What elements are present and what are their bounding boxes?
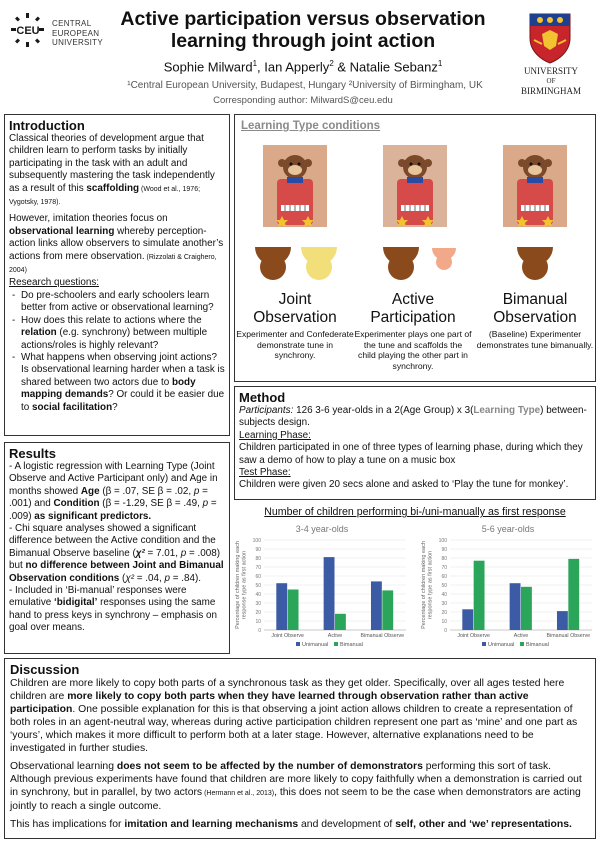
results-paragraph-1: - A logistic regression with Learning Type (Joint Observe and Active Participant only) and Age in months showed Age (β = .07, SE β = .02, p = .001) and Condition (β = -1.29, SE β = .49, p = .009) as significant predictors. [9,461,218,522]
method-heading: Method [239,390,286,405]
y-tick-label: 70 [255,564,261,571]
uob-crest-icon [528,12,572,64]
monkey-music-box-icon [383,145,447,227]
condition-description: Experimenter and Confederate demonstrate tune in synchrony. [236,329,354,360]
x-category-label: Bimanual Observe [546,633,591,639]
x-category-label: Joint Observe [457,633,491,639]
bar-bimanual-1 [335,614,346,630]
research-question-3: - What happens when observing joint actions? Is observational learning harder when a task is shared between two actors due to body mapping demands? Or could it be easier due to social facilitation? [9,352,225,414]
ceu-logo-mark-icon [8,10,48,50]
condition-bimanual-observation [476,291,594,350]
learning-phase-label: Learning Phase: [239,429,311,441]
y-tick-label: 20 [255,609,261,616]
experimenter-head-icon [515,245,555,281]
contact-email: Corresponding author: MilwardS@ceu.edu [213,95,393,106]
bar-bimanual-0 [474,561,485,630]
x-category-label: Bimanual Observe [360,633,405,639]
legend-label-bimanual: Bimanual [526,642,549,648]
introduction-section [4,114,230,436]
charts-heading: Number of children performing bi-/uni-manually as first response [264,506,566,518]
method-section [234,386,596,500]
bar-unimanual-0 [276,583,287,630]
y-tick-label: 90 [255,546,261,553]
y-tick-label: 60 [441,573,447,580]
y-tick-label: 0 [444,627,447,634]
discussion-paragraph-3: This has implications for imitation and learning mechanisms and development of self, other and ‘we’ representations. [10,819,572,830]
bar-unimanual-1 [324,557,335,630]
poster-title: Active participation versus observation learning through joint action [120,8,486,52]
y-axis-label-line: response type as first action [241,550,248,620]
experimenter-head-icon [381,245,421,281]
legend-swatch-bimanual [334,642,338,646]
y-tick-label: 20 [441,609,447,616]
results-section [4,442,230,654]
discussion-heading: Discussion [10,662,80,677]
research-questions-label: Research questions: [9,277,100,289]
bar-chart-young [234,536,410,654]
bar-unimanual-0 [462,609,473,630]
y-tick-label: 80 [441,555,447,562]
legend-swatch-bimanual [520,642,524,646]
condition-description: (Baseline) Experimenter demonstrates tune bimanually. [476,329,594,350]
research-question-1: - Do pre-schoolers and early schoolers learn better from active or observational learning? [9,290,225,315]
y-axis-label-line: response type as first action [427,550,434,620]
results-heading: Results [9,446,56,461]
experimenter-head-icon [253,245,293,281]
confederate-head-icon [299,245,339,281]
monkey-music-box-icon [263,145,327,227]
discussion-paragraph-2: Observational learning does not seem to be affected by the number of demonstrators performing this sort of task. Although previous experiments have found that children are more likely to copy faithfully when a demonstration is carried out in synchrony, but in parallel, by two actors (Hermann et al., 2013), this does not seem to be the case when demonstrators are acting jointly to reach a single outcome. [10,761,582,812]
test-phase-label: Test Phase: [239,467,291,479]
condition-name: Joint Observation [253,291,337,326]
condition-active-participation [354,291,472,371]
bar-bimanual-0 [288,590,299,631]
bar-unimanual-2 [557,611,568,630]
bar-chart-old [420,536,596,654]
chart-title-old: 5-6 year-olds [481,524,535,534]
ceu-logo [8,10,118,54]
y-tick-label: 10 [255,618,261,625]
condition-description: Experimenter plays one part of the tune and scaffolds the child playing the other part in synchrony. [354,329,472,371]
bar-unimanual-1 [510,583,521,630]
introduction-heading: Introduction [9,118,85,133]
legend-label-unimanual: Unimanual [488,642,515,648]
affiliations: ¹Central European University, Budapest, Hungary ²University of Birmingham, UK [127,80,483,91]
results-paragraph-2: - Chi square analyses showed a significant difference between the Active condition and the Bimanual Observe baseline (χ² = 7.01, p = .008) but no difference between Joint and Bimanual Observation conditions (χ² = .04, p = .84). [9,523,224,584]
x-category-label: Active [513,633,529,639]
discussion-paragraph-1: Children are more likely to copy both parts of a synchronous task as they get older. Specifically, over all ages tested here children are more likely to copy both parts when they have learned through observation rather than active participation. One possible explanation for this is that observing a joint action allows children to create a representation of both roles in an agent-neutral way, whereas during active participation children represent one part as ‘mine’ and one part as ‘yours’, which makes it more difficult to perform both at a later stage. However, alternative explanations need to be investigated in further studies. [10,678,578,754]
y-axis-label [421,541,434,629]
charts-area [234,504,596,654]
y-tick-label: 10 [441,618,447,625]
ceu-name: CENTRAL EUROPEAN UNIVERSITY [52,19,104,47]
bar-bimanual-1 [521,587,532,630]
y-tick-label: 40 [255,591,261,598]
test-phase-text: Children were given 20 secs alone and asked to ‘Play the tune for monkey’. [239,479,569,491]
participants-text: Participants: 126 3-6 year-olds in a 2(Age Group) x 3(Learning Type) between-subjects design. [239,405,587,429]
ceu-short: CEU [16,25,40,37]
y-tick-label: 30 [441,600,447,607]
y-tick-label: 50 [255,582,261,589]
learning-phase-text: Children participated in one of three types of learning phase, during which they saw a demo of how to play a tune on a music box [239,442,583,466]
condition-joint-observation [236,291,354,361]
y-tick-label: 70 [441,564,447,571]
intro-paragraph-2: However, imitation theories focus on observational learning whereby perception-action links allow observers to simulate another’s actions from mere observation. (Rizzolati & Craighero, 2004) [9,213,224,275]
y-tick-label: 100 [438,537,447,544]
legend-label-unimanual: Unimanual [302,642,329,648]
y-axis-label-line: Percentage of children making each [235,541,241,629]
joint-observation-illustration [263,145,327,232]
bar-bimanual-2 [382,590,393,630]
y-tick-label: 60 [255,573,261,580]
y-tick-label: 30 [255,600,261,607]
intro-paragraph-1: Classical theories of development argue that children learn to perform tasks by initially participating in the task with an adult and subsequently mastering the task independently as a result of this scaffolding (Wood et al., 1976; Vygotsky, 1978). [9,133,215,207]
y-tick-label: 80 [255,555,261,562]
y-tick-label: 100 [252,537,261,544]
condition-name: Active Participation [370,291,456,326]
x-category-label: Joint Observe [271,633,305,639]
legend-swatch-unimanual [482,642,486,646]
discussion-section [4,658,596,839]
y-axis-label [235,541,248,629]
chart-title-young: 3-4 year-olds [295,524,349,534]
condition-name: Bimanual Observation [493,291,577,326]
legend-swatch-unimanual [296,642,300,646]
x-category-label: Active [327,633,343,639]
research-question-2: - How does this relate to actions where the relation (e.g. synchrony) between multiple actions/roles is highly relevant? [9,315,225,352]
y-tick-label: 40 [441,591,447,598]
y-tick-label: 90 [441,546,447,553]
active-participation-illustration [383,145,447,232]
bar-bimanual-2 [568,559,579,630]
conditions-section [234,114,596,382]
uob-name: UNIVERSITY OF BIRMINGHAM [520,66,581,96]
monkey-music-box-icon [503,145,567,227]
legend-label-bimanual: Bimanual [340,642,363,648]
bar-unimanual-2 [371,581,382,630]
bimanual-observation-illustration [503,145,567,232]
results-paragraph-3: - Included in ‘Bi-manual’ responses were emulative ‘bidigital’ responses using the same hand to press keys in synchrony – emphasis on goal over means. [9,585,218,634]
y-axis-label-line: Percentage of children making each [421,541,427,629]
y-tick-label: 0 [258,627,261,634]
child-head-icon [431,247,457,273]
authors: Sophie Milward$^1$, Ian Apperly$^2$ & Natalie Sebanz$^1$ [163,59,443,75]
y-tick-label: 50 [441,582,447,589]
conditions-heading: Learning Type conditions [241,120,381,132]
